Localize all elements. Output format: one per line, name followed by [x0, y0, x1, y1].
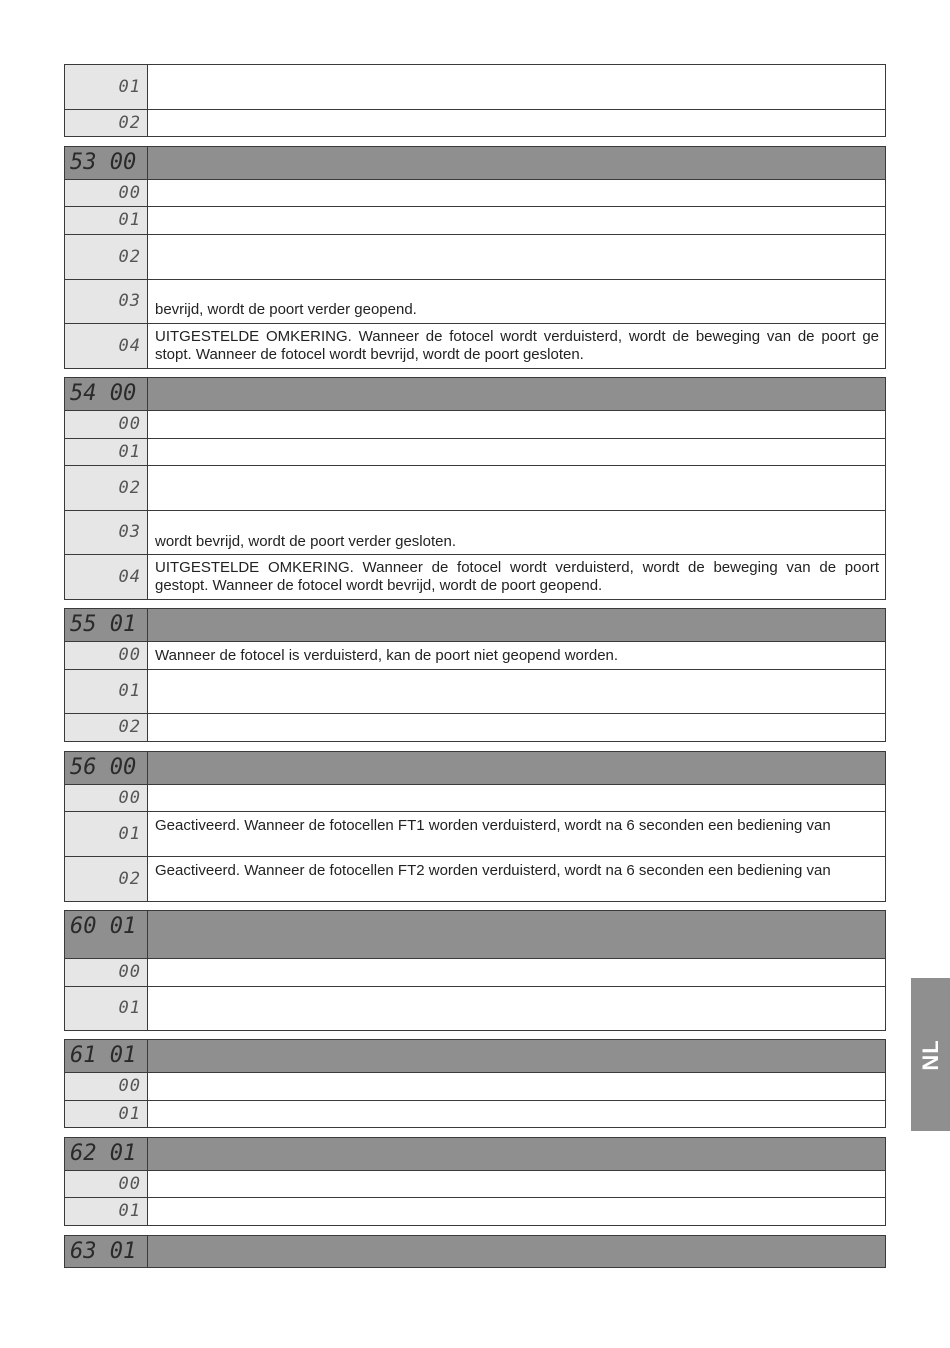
option-description — [149, 959, 885, 986]
option-description: wordt bevrijd, wordt de poort verder gesloten. — [155, 533, 456, 550]
table-row — [64, 713, 886, 742]
table-row — [64, 279, 886, 324]
param-header — [64, 1137, 886, 1171]
table-row — [64, 465, 886, 511]
param-code: 53 00 — [65, 147, 148, 179]
option-description — [149, 1171, 885, 1197]
option-description — [149, 439, 885, 465]
param-title — [149, 752, 885, 784]
option-code: 03 — [65, 280, 148, 323]
table-row — [64, 1197, 886, 1226]
table-row — [64, 323, 886, 369]
option-code: 00 — [65, 1073, 148, 1100]
option-code: 00 — [65, 642, 148, 669]
option-description — [149, 466, 885, 510]
option-code: 02 — [65, 110, 148, 136]
table-row — [64, 1170, 886, 1198]
param-title — [149, 911, 885, 958]
option-description: UITGESTELDE OMKERING. Wanneer de fotocel wordt verduisterd, wordt de beweging van de poort gestopt. Wanneer de fotocel wordt bevrijd, wordt de poort geopend. — [155, 559, 879, 594]
table-row — [64, 784, 886, 812]
param-title — [149, 609, 885, 641]
table-row — [64, 1072, 886, 1101]
param-code: 60 01 — [65, 911, 148, 958]
option-description: bevrijd, wordt de poort verder geopend. — [155, 301, 417, 318]
option-description: UITGESTELDE OMKERING. Wanneer de fotocel wordt verduisterd, wordt de beweging van de poort ge stopt. Wanneer de fotocel wordt bevrijd, wordt de poort gesloten. — [155, 328, 879, 363]
param-header — [64, 377, 886, 411]
table-row — [64, 958, 886, 987]
param-title — [149, 147, 885, 179]
option-description: Geactiveerd. Wanneer de fotocellen FT2 worden verduisterd, wordt na 6 seconden een bediening van — [155, 862, 831, 879]
language-tab — [911, 978, 950, 1131]
option-description — [149, 987, 885, 1030]
option-code: 01 — [65, 1101, 148, 1127]
option-description — [149, 1198, 885, 1225]
table-row — [64, 109, 886, 137]
table-row — [64, 64, 886, 110]
table-row — [64, 669, 886, 714]
param-code: 56 00 — [65, 752, 148, 784]
option-description — [149, 207, 885, 234]
param-title — [149, 1236, 885, 1267]
param-title — [149, 378, 885, 410]
param-code: 54 00 — [65, 378, 148, 410]
option-code: 03 — [65, 511, 148, 554]
option-code: 00 — [65, 1171, 148, 1197]
option-description: Wanneer de fotocel is verduisterd, kan de poort niet geopend worden. — [155, 647, 619, 664]
option-code: 02 — [65, 714, 148, 741]
param-header — [64, 1235, 886, 1268]
option-code: 04 — [65, 324, 148, 368]
option-code: 02 — [65, 857, 148, 901]
param-header — [64, 751, 886, 785]
param-code: 55 01 — [65, 609, 148, 641]
option-description — [149, 714, 885, 741]
option-code: 00 — [65, 411, 148, 438]
language-tab-label: NL — [917, 1038, 943, 1071]
option-description — [149, 65, 885, 109]
option-code: 04 — [65, 555, 148, 599]
option-code: 01 — [65, 670, 148, 713]
param-header — [64, 608, 886, 642]
table-row — [64, 206, 886, 235]
option-description: Geactiveerd. Wanneer de fotocellen FT1 worden verduisterd, wordt na 6 seconden een bediening van — [155, 817, 831, 834]
option-code: 01 — [65, 812, 148, 856]
option-description — [149, 670, 885, 713]
table-row — [64, 856, 886, 902]
param-code: 62 01 — [65, 1138, 148, 1170]
param-header — [64, 1039, 886, 1073]
option-code: 02 — [65, 235, 148, 279]
table-row — [64, 554, 886, 600]
option-code: 02 — [65, 466, 148, 510]
option-description — [149, 235, 885, 279]
param-header — [64, 910, 886, 959]
option-code: 01 — [65, 987, 148, 1030]
option-code: 01 — [65, 1198, 148, 1225]
option-description — [149, 1073, 885, 1100]
table-row — [64, 641, 886, 670]
option-description — [149, 180, 885, 206]
option-description — [149, 1101, 885, 1127]
table-row — [64, 811, 886, 857]
option-code: 01 — [65, 207, 148, 234]
option-code: 01 — [65, 439, 148, 465]
table-row — [64, 986, 886, 1031]
option-code: 00 — [65, 959, 148, 986]
option-code: 01 — [65, 65, 148, 109]
param-code: 63 01 — [65, 1236, 148, 1267]
table-row — [64, 1100, 886, 1128]
table-row — [64, 234, 886, 280]
param-title — [149, 1040, 885, 1072]
table-row — [64, 410, 886, 439]
option-code: 00 — [65, 785, 148, 811]
param-code: 61 01 — [65, 1040, 148, 1072]
table-row — [64, 179, 886, 207]
option-description — [149, 785, 885, 811]
table-row — [64, 438, 886, 466]
param-title — [149, 1138, 885, 1170]
table-row — [64, 510, 886, 555]
option-description — [149, 110, 885, 136]
param-header — [64, 146, 886, 180]
option-description — [149, 411, 885, 438]
option-code: 00 — [65, 180, 148, 206]
